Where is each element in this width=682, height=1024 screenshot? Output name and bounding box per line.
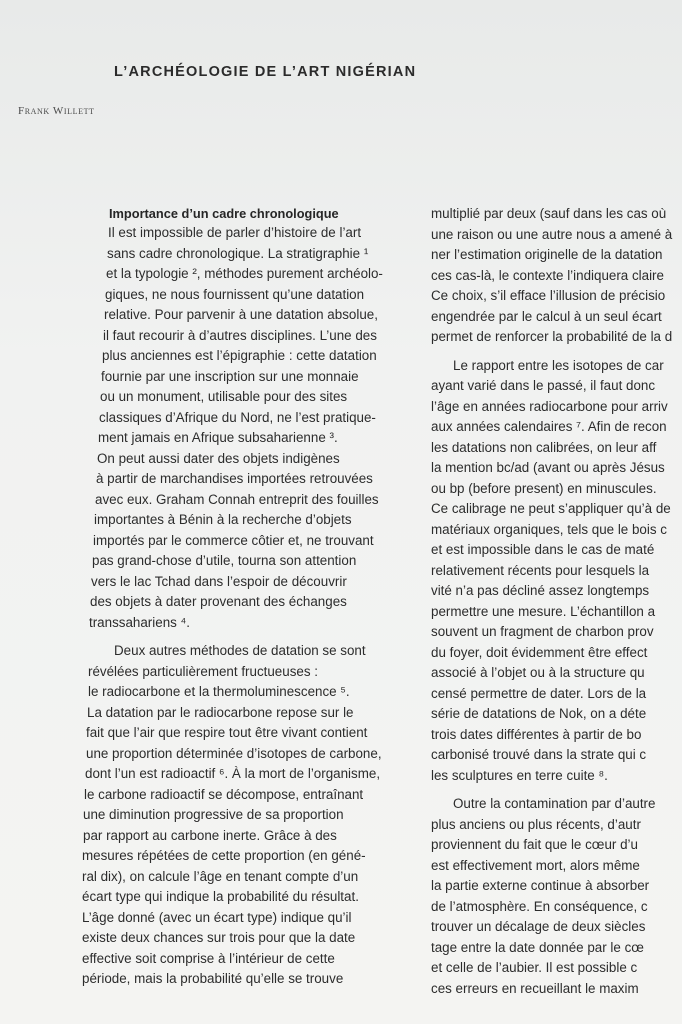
text-line: matériaux organiques, tels que le bois c — [431, 521, 667, 537]
text-line: avec eux. Graham Connah entreprit des fouilles — [95, 491, 379, 507]
text-line: ral dix), on calcule l’âge en tenant compte d’un — [82, 868, 359, 884]
left-paragraphs — [82, 223, 422, 990]
text-line: trois dates différentes à partir de bo — [431, 726, 642, 742]
paragraph-gap — [82, 633, 422, 641]
text-line: ayant varié dans le passé, il faut donc — [431, 378, 656, 393]
text-line: les sculptures en terre cuite ⁸. — [431, 767, 608, 783]
article-title: L’ARCHÉOLOGIE DE L’ART NIGÉRIAN — [114, 64, 417, 80]
text-line: une diminution progressive de sa proportion — [83, 807, 344, 822]
text-line: Outre la contamination par d’autre — [453, 796, 656, 811]
text-line: une raison ou une autre nous a amené à — [431, 226, 673, 242]
text-line: La datation par le radiocarbone repose sur le — [87, 704, 354, 720]
text-line: Deux autres méthodes de datation se sont — [114, 643, 366, 658]
text-line: Ce calibrage ne peut s’appliquer qu’à de — [431, 501, 671, 516]
text-line: carbonisé trouvé dans la strate qui c — [431, 747, 647, 762]
text-line: associé à l’objet ou à la structure qu — [431, 665, 645, 680]
text-line: il faut recourir à d’autres disciplines. L’une des — [103, 327, 377, 343]
text-line: plus anciens ou plus récents, d’autr — [431, 816, 641, 832]
text-line: révélées particulièrement fructueuses : — [88, 663, 318, 679]
text-line: fournie par une inscription sur une monnaie — [101, 368, 359, 384]
text-line: écart type qui indique la probabilité du résultat. — [82, 889, 359, 904]
text-line: Le rapport entre les isotopes de car — [453, 357, 664, 373]
section-heading: Importance d’un cadre chronologique — [109, 206, 339, 221]
text-line: permet de renforcer la probabilité de la d — [431, 329, 673, 344]
text-line: série de datations de Nok, on a déte — [431, 706, 647, 721]
text-line: ces cas-là, le contexte l’indiquera claire — [431, 267, 664, 283]
paragraph-gap — [427, 786, 682, 794]
text-line: transsahariens ⁴. — [89, 614, 191, 630]
text-line: aux années calendaires ⁷. Afin de recon — [431, 419, 667, 434]
text-line: souvent un fragment de charbon prov — [431, 624, 654, 639]
text-line: du foyer, doit évidemment être effect — [431, 644, 648, 660]
text-line: existe deux chances sur trois pour que la date — [82, 930, 356, 945]
text-line: par rapport au carbone inerte. Grâce à des — [83, 827, 337, 843]
text-line: On peut aussi dater des objets indigènes — [97, 450, 340, 466]
text-line: Ce choix, s’il efface l’illusion de précisio — [431, 288, 666, 303]
text-line: la mention bc/ad (avant ou après Jésus — [431, 460, 665, 475]
text-line: l’âge en années radiocarbone pour arriv — [431, 398, 668, 414]
text-line: ou un monument, utilisable pour des sites — [100, 389, 348, 404]
text-line: dont l’un est radioactif ⁶. À la mort de l’organisme, — [85, 766, 381, 781]
text-line: est effectivement mort, alors même — [431, 857, 640, 873]
text-line: les datations non calibrées, on leur aff — [431, 439, 657, 455]
text-line: relativement récents pour lesquels la — [431, 562, 650, 578]
text-line: vité n’a pas décliné assez longtemps — [431, 583, 650, 598]
text-line: ou bp (before present) en minuscules. — [431, 480, 657, 496]
text-line: période, mais la probabilité qu’elle se trouve — [82, 971, 344, 986]
right-text-column — [427, 204, 682, 999]
paragraph-gap — [427, 348, 682, 356]
text-line: pas grand-chose d’utile, tourna son attention — [92, 553, 357, 568]
text-line: tage entre la date donnée par le cœ — [431, 939, 644, 955]
text-line: giques, ne nous fournissent qu’une datation — [105, 286, 365, 302]
text-line: vers le lac Tchad dans l’espoir de découvrir — [91, 573, 347, 589]
text-line: importés par le commerce côtier et, ne trouvant — [93, 532, 374, 548]
text-line: une proportion déterminée d’isotopes de carbone, — [86, 745, 382, 761]
text-line: le carbone radioactif se décompose, entraînant — [84, 786, 364, 802]
text-line: le radiocarbone et la thermoluminescence ⁵. — [88, 684, 350, 699]
text-line: des objets à dater provenant des échanges — [90, 594, 347, 609]
text-line: et celle de l’aubier. Il est possible c — [431, 960, 638, 975]
text-line: Il est impossible de parler d’histoire de l’art — [108, 225, 362, 240]
text-line: plus anciennes est l’épigraphie : cette datation — [102, 348, 377, 363]
text-line: importantes à Bénin à la recherche d’objets — [94, 512, 352, 527]
text-line: ces erreurs en recueillant le maxim — [431, 980, 639, 996]
text-line: censé permettre de dater. Lors de la — [431, 685, 647, 701]
text-line: relative. Pour parvenir à une datation absolue, — [104, 307, 378, 322]
text-line: sans cadre chronologique. La stratigraphie ¹ — [107, 245, 369, 261]
text-line: effective soit comprise à l’intérieur de cette — [82, 950, 335, 966]
text-line: à partir de marchandises importées retrouvées — [96, 471, 373, 486]
text-line: et est impossible dans le cas de maté — [431, 542, 655, 557]
text-line: permettre une mesure. L’échantillon a — [431, 603, 656, 619]
text-line: fait que l’air que respire tout être vivant contient — [86, 725, 368, 740]
text-line: multiplié par deux (sauf dans les cas où — [431, 206, 667, 221]
text-line: la partie externe continue à absorber — [431, 878, 650, 893]
text-line: classiques d’Afrique du Nord, ne l’est pratique- — [99, 409, 376, 425]
text-line: proviennent du fait que le cœur d’u — [431, 837, 638, 852]
right-paragraphs — [427, 204, 682, 999]
text-line: et la typologie ², méthodes purement archéolo- — [106, 266, 383, 281]
text-line: de l’atmosphère. En conséquence, c — [431, 898, 648, 914]
author-name: Frank Willett — [18, 105, 95, 117]
left-text-column — [82, 204, 422, 990]
text-line: engendrée par le calcul à un seul écart — [431, 308, 662, 324]
text-line: ment jamais en Afrique subsaharienne ³. — [98, 430, 338, 445]
text-line: trouver un décalage de deux siècles — [431, 919, 646, 934]
text-line: L’âge donné (avec un écart type) indique qu’il — [82, 909, 352, 925]
text-line: ner l’estimation originelle de la datation — [431, 247, 663, 262]
text-line: mesures répétées de cette proportion (en géné- — [82, 848, 366, 863]
